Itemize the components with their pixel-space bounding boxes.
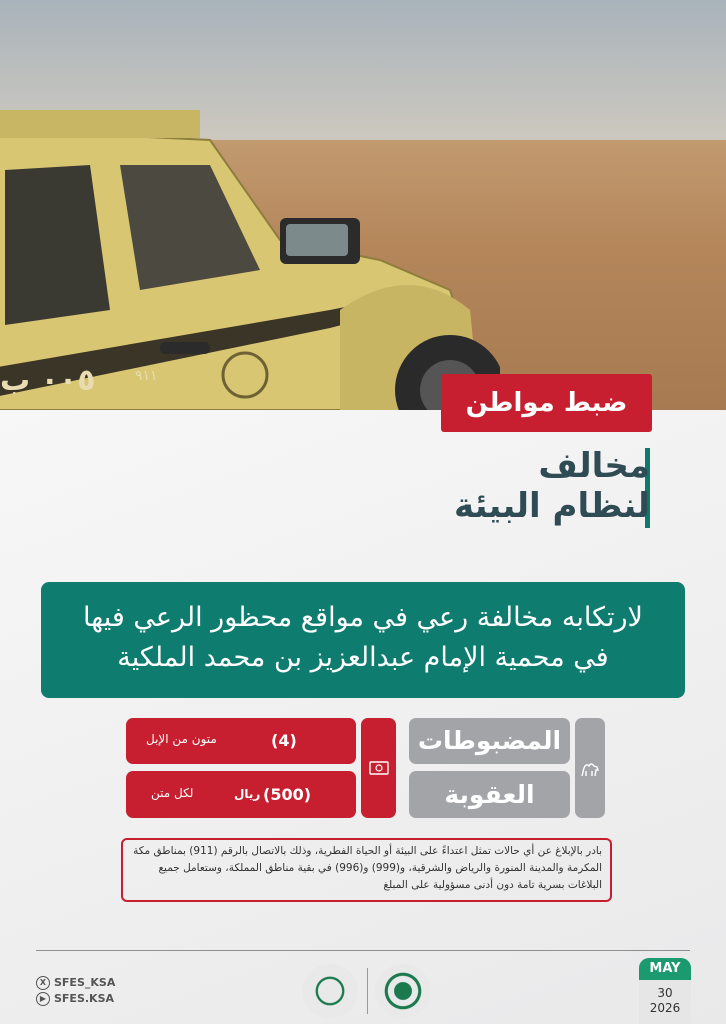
sfes-emblem-icon bbox=[302, 964, 358, 1018]
banknote-icon bbox=[369, 761, 389, 775]
patrol-vehicle-image bbox=[0, 110, 500, 410]
x-handle-row[interactable] bbox=[36, 976, 115, 990]
footer-divider bbox=[36, 950, 690, 951]
reporting-notice: بادر بالإبلاغ عن أي حالات تمثل اعتداءً على البيئة أو الحياة الفطرية، وذلك بالاتصال بالرقم (911) بمناطق مكة المكرمة والمدينة المنورة والرياض والشرقية، و(999) و(996) في بقية مناطق المملكة، وستعامل جميع البلاغات بسرية تامة دون أدنى مسؤولية على المبلغ bbox=[121, 838, 612, 902]
emblem-divider bbox=[367, 968, 368, 1014]
youtube-handle: SFES.KSA bbox=[54, 992, 115, 1005]
x-handle: SFES_KSA bbox=[54, 976, 116, 989]
youtube-handle-row[interactable] bbox=[36, 992, 114, 1006]
details-icon-column bbox=[575, 718, 605, 818]
riyal-currency: ريال bbox=[234, 787, 261, 801]
violation-description bbox=[41, 582, 685, 698]
details-mid-column bbox=[361, 718, 396, 818]
camel-icon bbox=[580, 760, 600, 778]
seized-label: المضبوطات bbox=[409, 718, 570, 764]
description-line-1: لارتكابه مخالفة رعي في مواقع محظور الرعي فيها bbox=[83, 602, 643, 633]
date-badge bbox=[639, 958, 691, 1024]
penalty-unit: لكل متن bbox=[151, 786, 194, 800]
description-line-2: في محمية الإمام عبدالعزيز بن محمد الملكية bbox=[117, 642, 609, 673]
saudi-emblem-icon bbox=[375, 964, 431, 1018]
citizen-seized-tag: ضبط مواطن bbox=[441, 374, 652, 432]
seized-value: (4) bbox=[271, 731, 297, 750]
penalty-value-box bbox=[126, 771, 356, 818]
title-line-1: مخالف bbox=[538, 446, 650, 486]
date-day: 30 bbox=[657, 986, 673, 1000]
hero-photo bbox=[0, 0, 726, 410]
page-title bbox=[454, 446, 650, 526]
title-line-2: لنظام البيئة bbox=[454, 486, 650, 526]
x-icon: X bbox=[36, 976, 50, 990]
youtube-icon: ▶ bbox=[36, 992, 50, 1006]
seized-value-box bbox=[126, 718, 356, 764]
penalty-value: (500) bbox=[263, 785, 312, 804]
penalty-label: العقوبة bbox=[409, 771, 570, 818]
seized-unit: متون من الإبل bbox=[146, 732, 217, 746]
plate-text: ٠٠٥ ب bbox=[0, 363, 96, 398]
date-month: MAY bbox=[639, 958, 691, 980]
date-year: 2026 bbox=[649, 1001, 681, 1015]
door-number: ٩١١ bbox=[135, 368, 158, 384]
